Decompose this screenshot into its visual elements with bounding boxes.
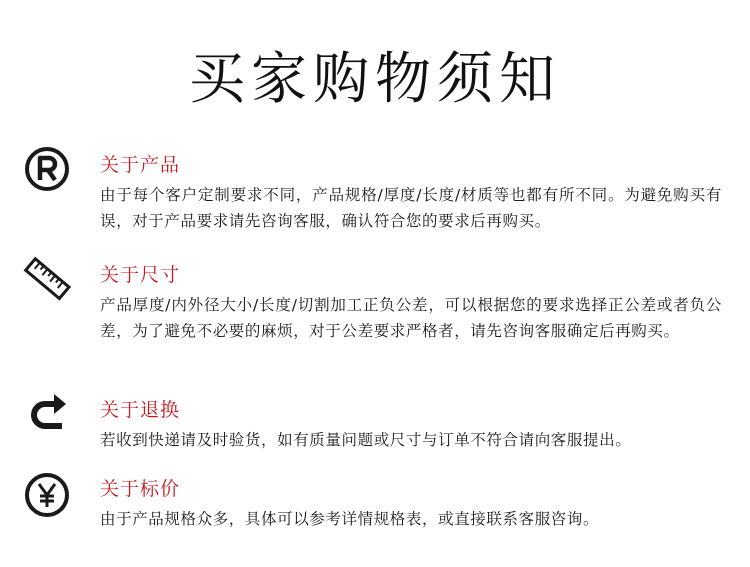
registered-trademark-icon xyxy=(22,144,72,194)
section-heading: 关于产品 xyxy=(100,154,181,176)
section-body: 若收到快递请及时验货，如有质量问题或尺寸与订单不符合请向客服提出。 xyxy=(100,431,632,449)
section-body: 产品厚度/内外径大小/长度/切割加工正负公差，可以根据您的要求选择正公差或者负公差，为了避免不必要的麻烦，对于公差要求严格者，请先咨询客服确定后再购买。 xyxy=(100,296,722,340)
yen-coin-icon xyxy=(22,468,72,518)
section-body: 由于每个客户定制要求不同，产品规格/厚度/长度/材质等也都有所不同。为避免购买有误，对于产品要求请先咨询客服，确认符合您的要求后再购买。 xyxy=(100,186,722,230)
page-title: 买家购物须知 xyxy=(189,47,561,112)
section-heading: 关于退换 xyxy=(100,399,181,421)
section-heading: 关于尺寸 xyxy=(100,264,181,286)
section-body: 由于产品规格众多，具体可以参考详情规格表，或直接联系客服咨询。 xyxy=(100,510,600,528)
ruler-icon xyxy=(22,254,72,304)
return-arrow-icon xyxy=(22,389,72,439)
section-heading: 关于标价 xyxy=(100,478,181,500)
